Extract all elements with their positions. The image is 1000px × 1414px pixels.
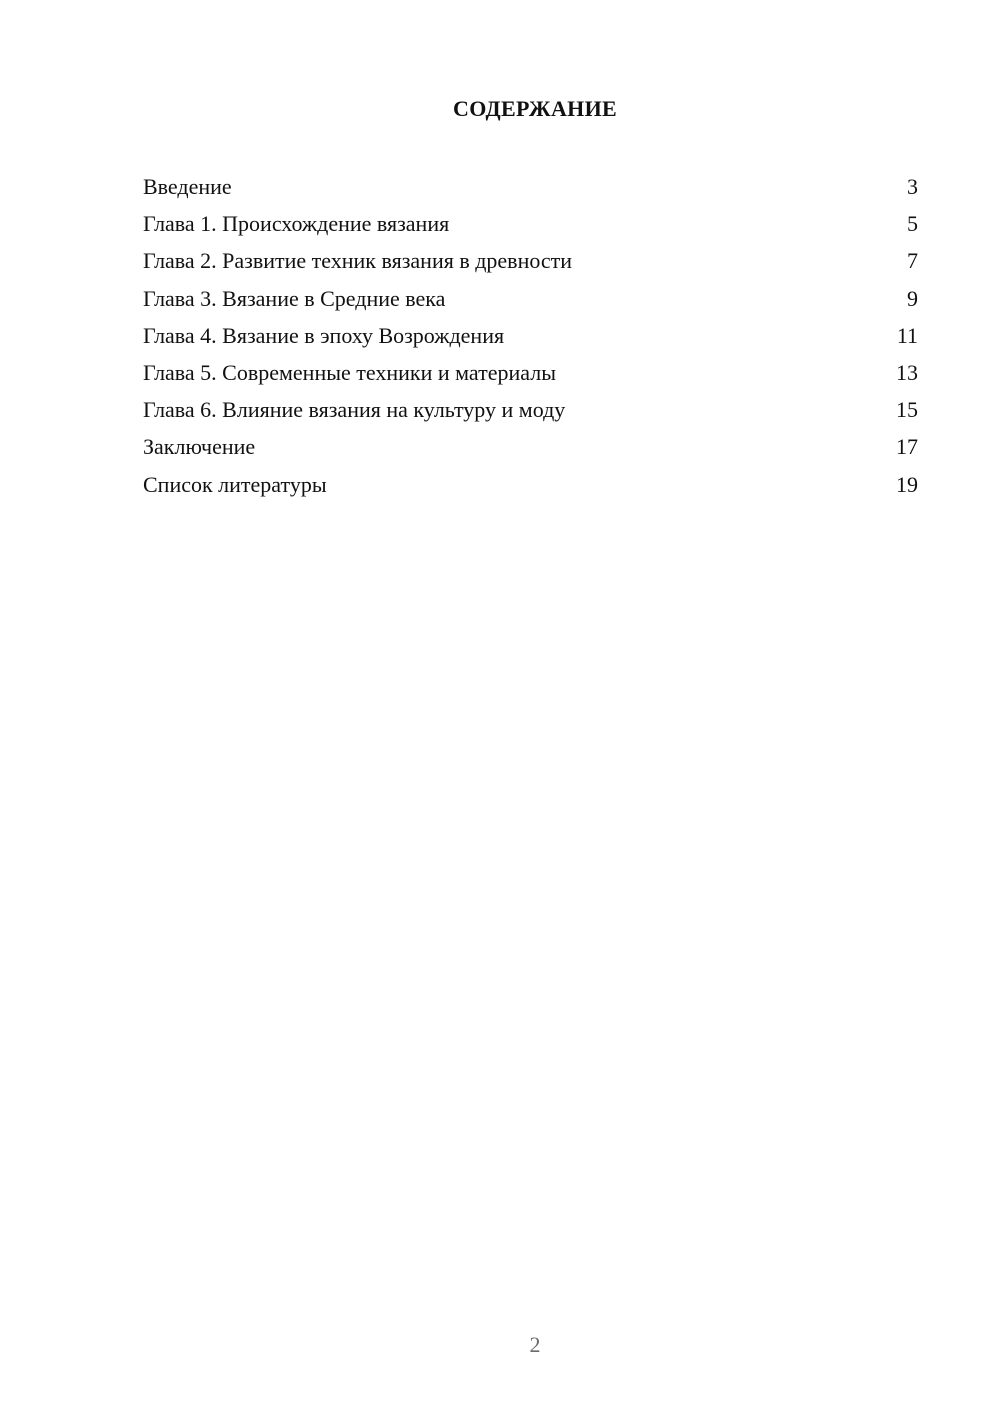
toc-item-label: Глава 3. Вязание в Средние века [143,285,446,311]
toc-item-chapter-6[interactable] [143,391,918,428]
toc-item-page: 9 [907,285,918,311]
toc-item-page: 11 [896,322,918,348]
toc-item-page: 3 [907,174,918,199]
toc-item-label: Заключение [143,434,256,460]
toc-item-page: 15 [896,397,918,423]
toc-item-introduction[interactable] [143,168,918,205]
toc-item-label: Введение [143,174,232,199]
toc-item-page: 13 [896,359,918,385]
toc-item-references[interactable] [143,466,918,503]
toc-item-label: Глава 5. Современные техники и материалы [143,359,556,385]
toc-item-label: Глава 6. Влияние вязания на культуру и моду [143,397,566,423]
toc-item-chapter-3[interactable] [143,280,918,317]
toc-item-chapter-5[interactable] [143,354,918,391]
toc-item-label: Список литературы [143,471,327,497]
table-of-contents [143,168,918,503]
toc-item-chapter-2[interactable] [143,242,918,279]
toc-item-label: Глава 2. Развитие техник вязания в древности [143,248,573,274]
page-number: 2 [529,1332,541,1357]
toc-item-chapter-4[interactable] [143,317,918,354]
toc-item-page: 7 [907,248,918,274]
toc-item-chapter-1[interactable] [143,205,918,242]
toc-item-conclusion[interactable] [143,428,918,465]
toc-item-page: 17 [896,434,918,460]
page-title: СОДЕРЖАНИЕ [453,96,617,121]
toc-item-label: Глава 1. Происхождение вязания [143,211,450,237]
toc-item-page: 5 [907,211,918,237]
toc-item-page: 19 [896,471,918,497]
toc-item-label: Глава 4. Вязание в эпоху Возрождения [143,322,505,348]
